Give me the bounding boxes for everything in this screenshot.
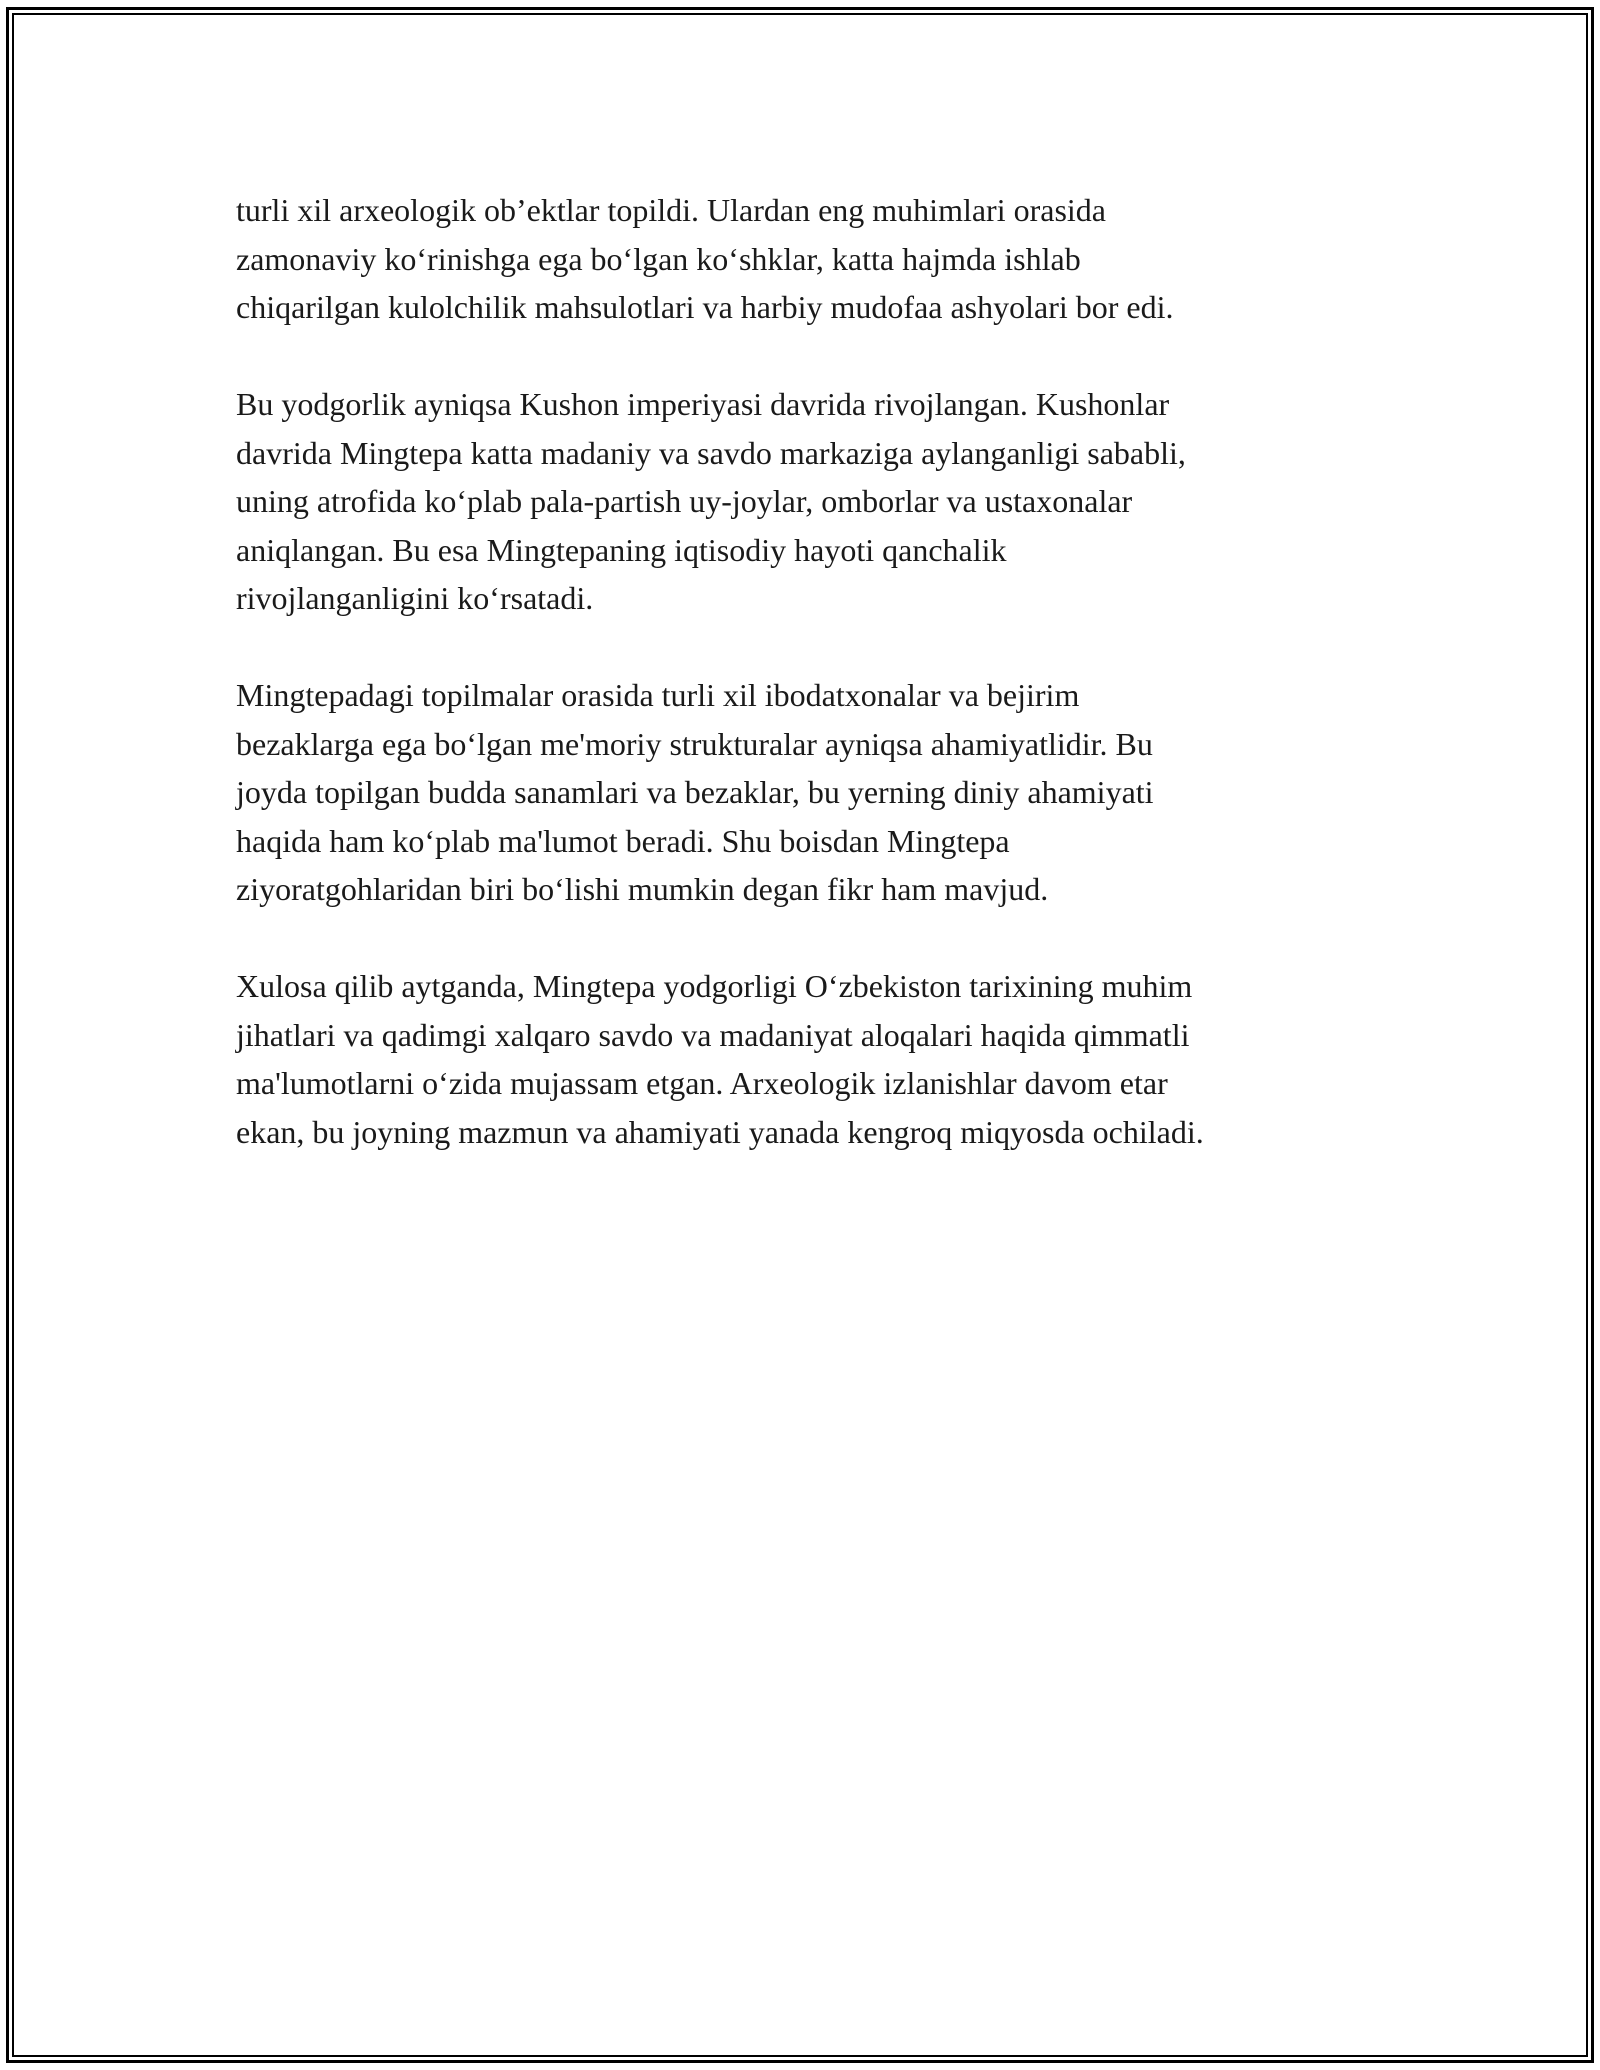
paragraph-3 — [236, 671, 1376, 914]
text-line: chiqarilgan kulolchilik mahsulotlari va harbiy mudofaa ashyolari bor edi. — [236, 289, 1174, 325]
text-line: ma'lumotlarni o‘zida mujassam etgan. Arxeologik izlanishlar davom etar — [236, 1065, 1168, 1101]
paragraph-2 — [236, 380, 1376, 623]
text-line: uning atrofida ko‘plab pala-partish uy-joylar, omborlar va ustaxonalar — [236, 483, 1133, 519]
text-line: turli xil arxeologik ob’ektlar topildi. Ulardan eng muhimlari orasida — [236, 192, 1106, 228]
text-line: Xulosa qilib aytganda, Mingtepa yodgorligi O‘zbekiston tarixining muhim — [236, 968, 1193, 1004]
text-line: joyda topilgan budda sanamlari va bezaklar, bu yerning diniy ahamiyati — [236, 774, 1154, 810]
text-line: jihatlari va qadimgi xalqaro savdo va madaniyat aloqalari haqida qimmatli — [236, 1016, 1190, 1053]
text-line: ekan, bu joyning mazmun va ahamiyati yanada kengroq miqyosda ochiladi. — [236, 1113, 1204, 1150]
text-line: Mingtepadagi topilmalar orasida turli xil ibodatxonalar va bejirim — [236, 677, 1080, 713]
text-line: aniqlangan. Bu esa Mingtepaning iqtisodiy hayoti qanchalik — [236, 531, 1007, 568]
paragraph-1 — [236, 186, 1376, 332]
text-line: davrida Mingtepa katta madaniy va savdo markaziga aylanganligi sababli, — [236, 434, 1186, 471]
document-body — [236, 186, 1376, 1205]
text-line: Bu yodgorlik ayniqsa Kushon imperiyasi davrida rivojlangan. Kushonlar — [236, 386, 1170, 422]
text-line: zamonaviy ko‘rinishga ega bo‘lgan ko‘shklar, katta hajmda ishlab — [236, 240, 1081, 277]
text-line: haqida ham ko‘plab ma'lumot beradi. Shu boisdan Mingtepa — [236, 822, 1010, 859]
text-line: ziyoratgohlaridan biri bo‘lishi mumkin degan fikr ham mavjud. — [236, 871, 1049, 907]
text-line: rivojlanganligini ko‘rsatadi. — [236, 580, 594, 616]
text-line: bezaklarga ega bo‘lgan me'moriy strukturalar ayniqsa ahamiyatlidir. Bu — [236, 725, 1153, 762]
paragraph-4 — [236, 962, 1376, 1156]
